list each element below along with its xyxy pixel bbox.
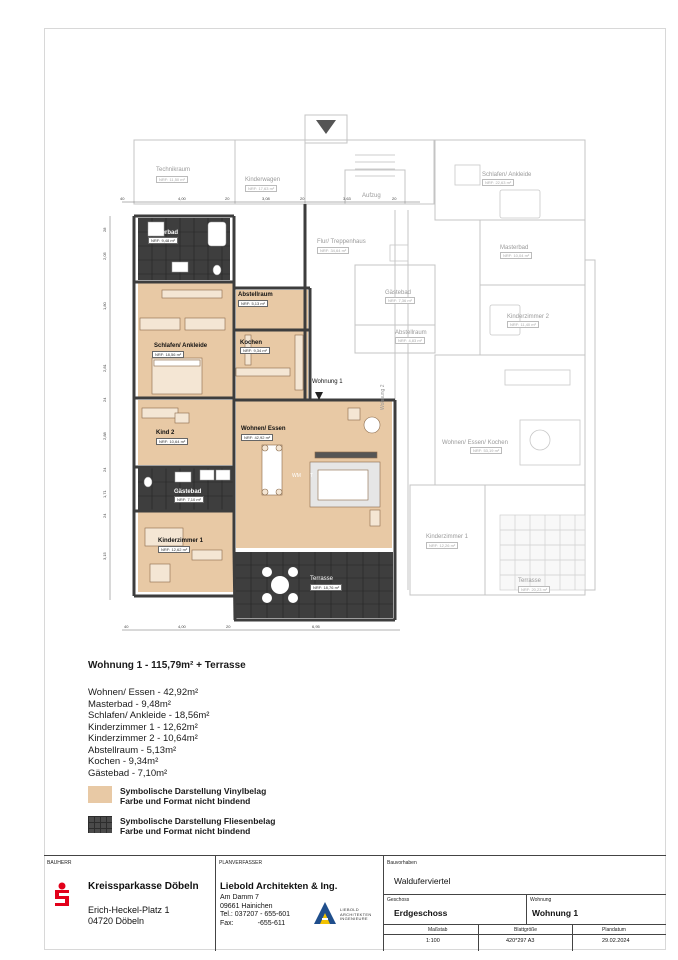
neighbour-furniture: [390, 165, 580, 465]
nrf-flur: NRF: 34,64 m²: [317, 247, 349, 254]
room-label-schlafen: Schlafen/ Ankleide: [154, 343, 208, 349]
tb-divider: [384, 894, 666, 895]
floor-plan-drawing: [90, 110, 630, 640]
nrf-kind2: NRF: 10,64 m²: [156, 438, 188, 445]
nrf-masterbad: NRF: 9,48 m²: [148, 237, 178, 244]
room-label-right-kinderzimmer2: Kinderzimmer 2: [507, 314, 550, 320]
dim-top-5: 3,63: [343, 196, 351, 201]
area-item: Wohnen/ Essen - 42,92m²: [88, 687, 199, 698]
dim-left-6: 24: [102, 467, 107, 472]
dim-bottom-1: 4,00: [178, 624, 186, 629]
vinyl-legend-text: [120, 786, 266, 806]
tb-divider: [572, 924, 573, 951]
room-label-right-kinderzimmer1: Kinderzimmer 1: [426, 534, 469, 540]
nrf-abstellraum: NRF: 5,13 m²: [238, 300, 268, 307]
architect-fax-label: Fax:: [220, 919, 234, 927]
title-block: [44, 855, 666, 950]
bauherr-column: [44, 856, 216, 951]
nrf-right-masterbad: NRF: 10,04 m²: [500, 252, 532, 259]
nrf-schlafen: NRF: 18,56 m²: [152, 351, 184, 358]
bauvorhaben-label: Bauvorhaben: [387, 860, 417, 866]
dim-left-1: 2,05: [102, 252, 107, 260]
room-label-masterbad: Masterbad: [148, 230, 179, 236]
room-label-right-wohnen: Wohnen/ Essen/ Kochen: [442, 440, 508, 446]
nrf-kochen: NRF: 9,34 m²: [240, 347, 270, 354]
bauherr-street: Erich-Heckel-Platz 1: [88, 905, 170, 915]
label-t: T: [310, 473, 314, 479]
blattgroesse-label: Blattgröße: [514, 927, 538, 933]
dim-left-9: 3,15: [102, 552, 107, 560]
tile-legend-text: [120, 816, 275, 836]
dim-top-4: 20: [300, 196, 305, 201]
tile-swatch: [88, 816, 112, 833]
nrf-right-terrasse: NRF: 20,23 m²: [518, 586, 550, 593]
tile-legend-line-2: Farbe und Format nicht bindend: [120, 826, 251, 836]
tb-divider: [384, 924, 666, 925]
nrf-gaestebad: NRF: 7,10 m²: [174, 496, 204, 503]
neighbour-terrace-grid: [500, 515, 585, 590]
dim-bottom-2: 20: [226, 624, 231, 629]
architect-logo-icon: [312, 900, 338, 926]
nrf-right-kinderzimmer2: NRF: 11,40 m²: [507, 321, 539, 328]
dim-left-7: 1,71: [102, 490, 107, 498]
area-item: Masterbad - 9,48m²: [88, 698, 171, 710]
planverfasser-column: [216, 856, 384, 951]
wohnung-value: Wohnung 1: [532, 908, 579, 918]
architect-name: Liebold Architekten & Ing.: [220, 881, 338, 892]
nrf-right-kinderzimmer1: NRF: 12,26 m²: [426, 542, 458, 549]
tb-divider: [526, 894, 527, 924]
architect-fax: -655-611: [257, 919, 286, 927]
bauherr-name: Kreissparkasse Döbeln: [88, 881, 199, 892]
dim-top-3: 3,08: [262, 196, 270, 201]
room-label-aufzug: Aufzug: [362, 193, 381, 199]
room-label-abstellraum: Abstellraum: [238, 292, 273, 298]
nrf-kinderwagen: NRF: 17,63 m²: [245, 185, 277, 192]
area-item: Abstellraum - 5,13m²: [88, 744, 177, 756]
dim-top-0: 40: [120, 196, 125, 201]
nrf-terrasse: NRF: 18,76 m²: [310, 584, 342, 591]
nrf-right-abstellraum: NRF: 4,83 m²: [395, 337, 425, 344]
architect-city: 09661 Hainichen: [220, 902, 273, 910]
nrf-right-schlafen: NRF: 22,63 m²: [482, 179, 514, 186]
bauherr-city: 04720 Döbeln: [88, 916, 145, 926]
area-item: Gästebad - 7,10m²: [88, 767, 168, 779]
geschoss-value: Erdgeschoss: [394, 908, 448, 918]
room-label-kind2: Kind 2: [156, 430, 175, 436]
room-label-right-schlafen: Schlafen/ Ankleide: [482, 172, 532, 178]
room-label-gaestebad: Gästebad: [174, 489, 202, 495]
stairs: [355, 155, 395, 176]
architect-tel: Tel.: 037207 - 655-601: [220, 911, 291, 918]
entry-label-wohnung-2: Wohnung 2: [380, 384, 386, 410]
dim-top-2: 20: [225, 196, 230, 201]
entry-label-wohnung-1: Wohnung 1: [312, 379, 343, 385]
legend-vinyl: [88, 786, 266, 806]
room-label-right-terrasse: Terrasse: [518, 578, 542, 584]
room-label-kinderwagen: Kinderwagen: [245, 177, 281, 183]
room-label-right-masterbad: Masterbad: [500, 245, 529, 251]
area-item: Kochen - 9,34m²: [88, 756, 159, 767]
label-wm: WM: [292, 473, 301, 479]
architect-fax-row: [220, 920, 290, 929]
nrf-right-wohnen: NRF: 53,19 m²: [470, 447, 502, 454]
wohnung-label: Wohnung: [530, 897, 552, 903]
tb-divider: [384, 934, 666, 935]
nrf-kinderzimmer1: NRF: 12,62 m²: [158, 546, 190, 553]
dim-bottom-0: 40: [124, 624, 129, 629]
tb-divider: [478, 924, 479, 951]
room-label-terrasse: Terrasse: [310, 576, 334, 582]
stair-direction-marker: [316, 120, 336, 134]
plandatum-value: 29.02.2024: [602, 938, 630, 944]
dim-left-0: 28: [102, 227, 107, 232]
room-label-right-abstellraum: Abstellraum: [395, 330, 427, 336]
sparkasse-logo-icon: [52, 882, 72, 908]
floor-plan: [90, 110, 630, 640]
apartment-summary: [88, 660, 368, 779]
dim-bottom-3: 6,95: [312, 624, 320, 629]
vinyl-legend-line-2: Farbe und Format nicht bindend: [120, 796, 251, 806]
project-column: [384, 856, 666, 951]
architect-street: Am Damm 7: [220, 894, 259, 901]
dim-top-1: 4,00: [178, 196, 186, 201]
nrf-technikraum: NRF: 11,50 m²: [156, 176, 188, 183]
bauherr-address: [88, 905, 170, 927]
bauherr-label: BAUHERR: [47, 860, 72, 866]
planverfasser-label: PLANVERFASSER: [219, 860, 263, 866]
dim-left-8: 24: [102, 513, 107, 518]
vinyl-swatch: [88, 786, 112, 803]
vinyl-legend-line-1: Symbolische Darstellung Vinylbelag: [120, 786, 267, 796]
blattgroesse-value: 420*297 A3: [506, 938, 535, 944]
room-label-flur: Flur/ Treppenhaus: [317, 239, 366, 245]
bauvorhaben-value: Walduferviertel: [394, 876, 451, 886]
dim-left-3: 2,81: [102, 364, 107, 372]
tile-legend-line-1: Symbolische Darstellung Fliesenbelag: [120, 816, 276, 826]
massstab-value: 1:100: [426, 938, 440, 944]
geschoss-label: Geschoss: [387, 897, 410, 903]
plandatum-label: Plandatum: [602, 927, 626, 933]
room-label-kinderzimmer1: Kinderzimmer 1: [158, 538, 204, 544]
room-label-wohnen: Wohnen/ Essen: [241, 426, 286, 432]
nrf-wohnen: NRF: 42,92 m²: [241, 434, 273, 441]
room-label-right-gaestebad: Gästebad: [385, 290, 412, 296]
dim-left-5: 2,88: [102, 432, 107, 440]
dim-top-6: 20: [392, 196, 397, 201]
legend-tile: [88, 816, 275, 836]
nrf-right-gaestebad: NRF: 7,36 m²: [385, 297, 415, 304]
apartment-title: Wohnung 1 - 115,79m² + Terrasse: [88, 660, 246, 671]
massstab-label: Maßstab: [428, 927, 448, 933]
architect-logo-text: LIEBOLD ARCHITEKTEN INGENIEURE: [340, 907, 372, 921]
area-item: Kinderzimmer 1 - 12,62m²: [88, 721, 198, 733]
area-list: [88, 687, 368, 779]
room-label-kochen: Kochen: [240, 340, 263, 346]
area-item: Schlafen/ Ankleide - 18,56m²: [88, 710, 210, 721]
room-label-technikraum: Technikraum: [156, 167, 191, 173]
dim-left-4: 24: [102, 397, 107, 402]
dim-left-2: 1,80: [102, 302, 107, 310]
area-item: Kinderzimmer 2 - 10,64m²: [88, 733, 198, 744]
architect-address: [220, 894, 290, 928]
